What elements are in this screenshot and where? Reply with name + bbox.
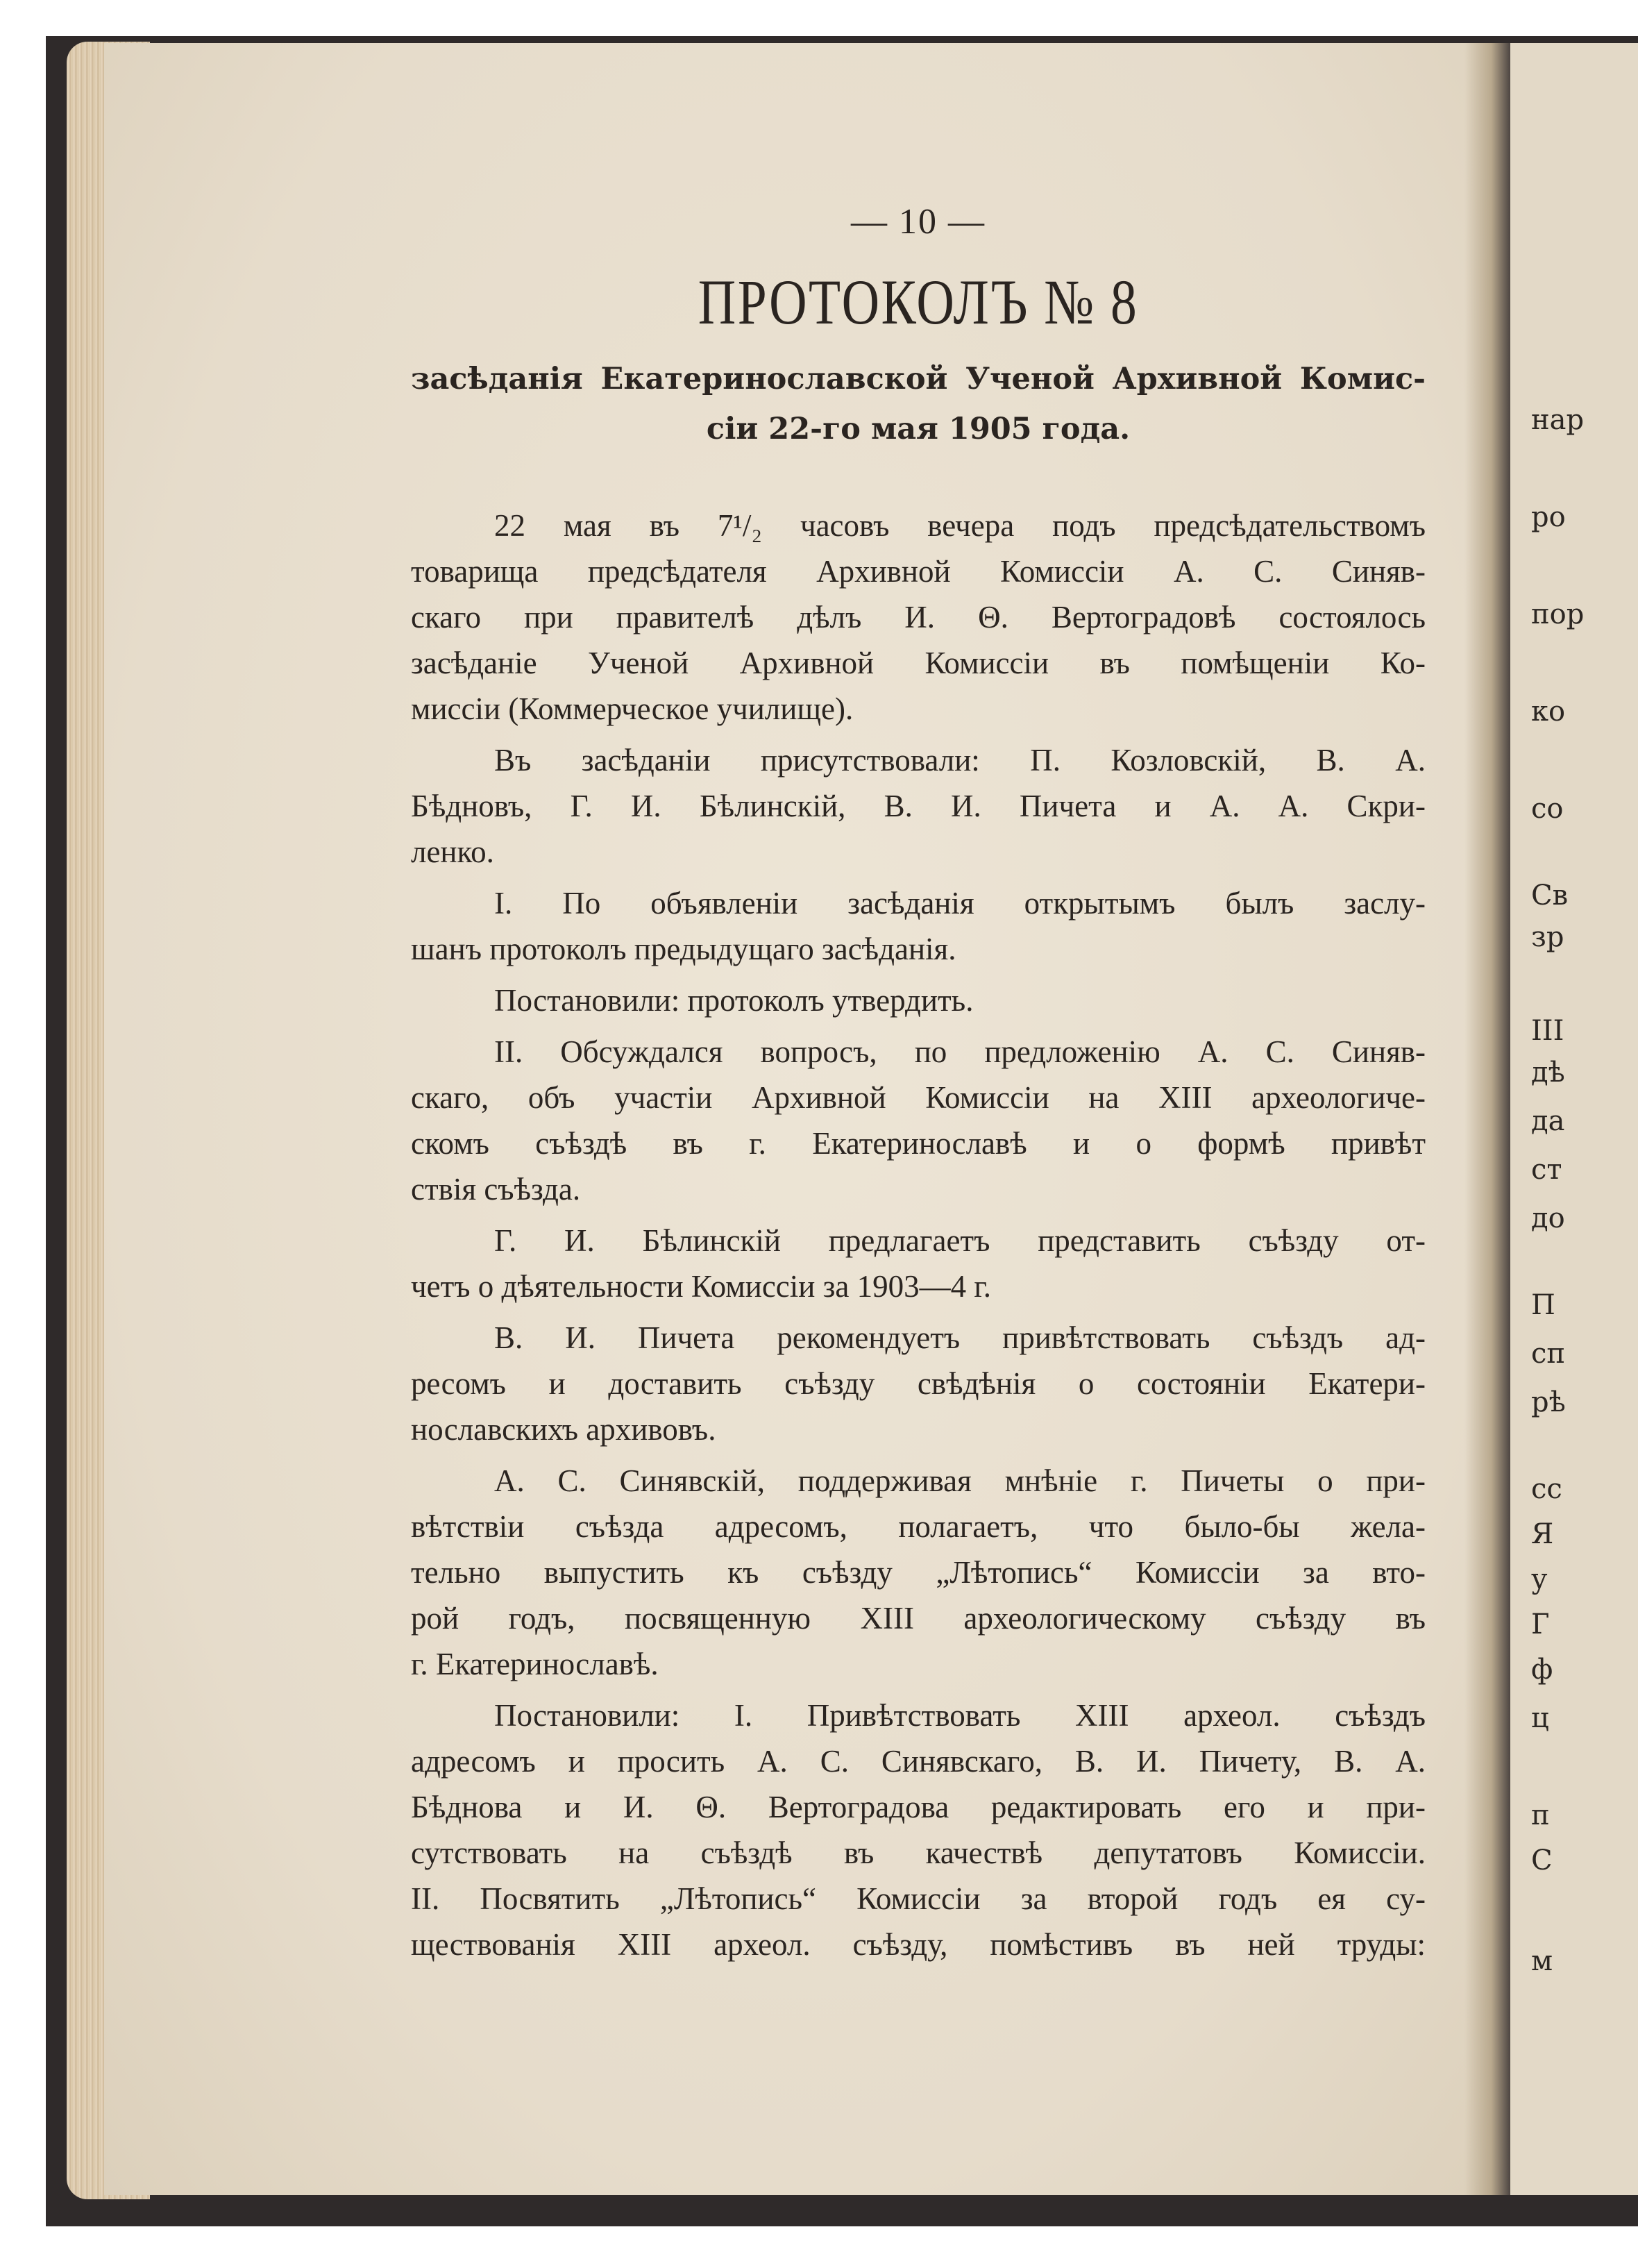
text-line: Г. И. Бѣлинскій предлагаетъ представить съѣзду от- — [494, 1223, 1426, 1258]
text-line: скомъ съѣздѣ въ г. Екатеринославѣ и о формѣ привѣт — [411, 1125, 1426, 1161]
adjacent-page-fragment: Св — [1531, 880, 1569, 912]
paragraph — [411, 880, 1426, 972]
adjacent-page-fragment: сс — [1531, 1473, 1562, 1505]
paragraph — [411, 737, 1426, 875]
adjacent-page-fragment: Г — [1531, 1608, 1550, 1640]
paragraph — [411, 1029, 1426, 1212]
paragraph — [411, 1315, 1426, 1452]
adjacent-page-fragment: да — [1531, 1105, 1565, 1137]
adjacent-page-fragment: ко — [1531, 696, 1566, 728]
adjacent-page-fragment: со — [1531, 793, 1564, 825]
text-line: II. Посвятить „Лѣтопись“ Комиссіи за второй годъ ея су- — [411, 1881, 1426, 1916]
text-line: Бѣдновъ, Г. И. Бѣлинскій, В. И. Пичета и А. А. Скри- — [411, 788, 1426, 823]
adjacent-page-fragment: ф — [1531, 1654, 1553, 1686]
adjacent-page-fragment: п — [1531, 1799, 1550, 1831]
adjacent-page — [1510, 43, 1638, 2195]
paragraph — [411, 1458, 1426, 1687]
text-line: скаго, объ участіи Архивной Комиссіи на XIII археологиче- — [411, 1080, 1426, 1115]
adjacent-page-fragment: рѣ — [1531, 1386, 1566, 1418]
page-text — [411, 201, 1426, 1973]
paragraph — [411, 977, 1426, 1023]
adjacent-page-fragment: ро — [1531, 501, 1566, 533]
text-line: ствія съѣзда. — [411, 1171, 581, 1207]
adjacent-page-fragment: зр — [1531, 921, 1564, 953]
text-line: В. И. Пичета рекомендуетъ привѣтствовать съѣздъ ад- — [494, 1320, 1426, 1355]
subtitle-line: засѣданія Екатеринославской Ученой Архивной Комис- — [411, 361, 1426, 396]
text-line: четъ о дѣятельности Комиссіи за 1903—4 г. — [411, 1268, 991, 1304]
adjacent-page-fragment: ст — [1531, 1154, 1562, 1186]
text-line: сутствовать на съѣздѣ въ качествѣ депутатовъ Комиссіи. — [411, 1835, 1426, 1870]
text-line: I. По объявленіи засѣданія открытымъ былъ заслу- — [494, 885, 1426, 921]
adjacent-page-fragment: III — [1531, 1015, 1564, 1047]
adjacent-page-fragment: ц — [1531, 1702, 1549, 1734]
text-line: Постановили: протоколъ утвердить. — [494, 982, 974, 1018]
adjacent-page-fragment: у — [1531, 1563, 1548, 1595]
document-subtitle — [411, 354, 1426, 454]
subtitle-line: сіи 22-го мая 1905 года. — [706, 411, 1131, 446]
text-line: миссіи (Коммерческое училище). — [411, 691, 854, 726]
text-line: ресомъ и доставить съѣзду свѣдѣнія о состояніи Екатери- — [411, 1366, 1426, 1401]
adjacent-page-fragment: дѣ — [1531, 1057, 1565, 1089]
text-line: тельно выпустить къ съѣзду „Лѣтопись“ Комиссіи за вто- — [411, 1554, 1426, 1590]
adjacent-page-fragment: пор — [1531, 598, 1585, 630]
text-line: нославскихъ архивовъ. — [411, 1411, 716, 1447]
paragraph — [411, 1218, 1426, 1309]
text-line: г. Екатеринославѣ. — [411, 1646, 659, 1681]
adjacent-page-fragment: Я — [1531, 1518, 1554, 1550]
adjacent-page-fragment: нар — [1531, 404, 1585, 436]
paragraph — [411, 503, 1426, 732]
page-number: — 10 — — [851, 202, 986, 242]
text-line: шанъ протоколъ предыдущаго засѣданія. — [411, 931, 956, 966]
text-line: А. С. Синявскій, поддерживая мнѣніе г. Пичеты о при- — [494, 1463, 1426, 1498]
text-line: товарища предсѣдателя Архивной Комиссіи А. С. Синяв- — [411, 553, 1426, 589]
text-line: Постановили: I. Привѣтствовать XIII археол. съѣздъ — [494, 1697, 1426, 1733]
text-line: скаго при правителѣ дѣлъ И. Θ. Вертоградовѣ состоялось — [411, 599, 1426, 635]
text-line: ществованія XIII археол. съѣзду, помѣстивъ въ ней труды: — [411, 1926, 1426, 1962]
text-line: Бѣднова и И. Θ. Вертоградова редактировать его и при- — [411, 1789, 1426, 1824]
adjacent-page-fragment: м — [1531, 1945, 1553, 1977]
text-line: II. Обсуждался вопросъ, по предложенію А. С. Синяв- — [494, 1034, 1426, 1069]
adjacent-page-fragment: С — [1531, 1845, 1553, 1876]
adjacent-page-fragment: сп — [1531, 1338, 1566, 1370]
text-line: 22 мая въ 7¹/₂ часовъ вечера подъ предсѣдательствомъ — [494, 507, 1426, 543]
adjacent-page-fragment: до — [1531, 1202, 1565, 1234]
document-title: ПРОТОКОЛЪ № 8 — [698, 267, 1139, 337]
adjacent-page-fragment: П — [1531, 1289, 1555, 1321]
text-line: адресомъ и просить А. С. Синявскаго, В. И. Пичету, В. А. — [411, 1743, 1426, 1779]
text-line: рой годъ, посвященную XIII археологическому съѣзду въ — [411, 1600, 1426, 1636]
text-line: засѣданіе Ученой Архивной Комиссіи въ помѣщеніи Ко- — [411, 645, 1426, 680]
paragraph — [411, 1692, 1426, 1967]
text-line: ленко. — [411, 834, 494, 869]
book-gutter — [1464, 43, 1513, 2195]
text-line: Въ засѣданіи присутствовали: П. Козловскій, В. А. — [494, 742, 1426, 778]
text-line: вѣтствіи съѣзда адресомъ, полагаетъ, что было-бы жела- — [411, 1509, 1426, 1544]
